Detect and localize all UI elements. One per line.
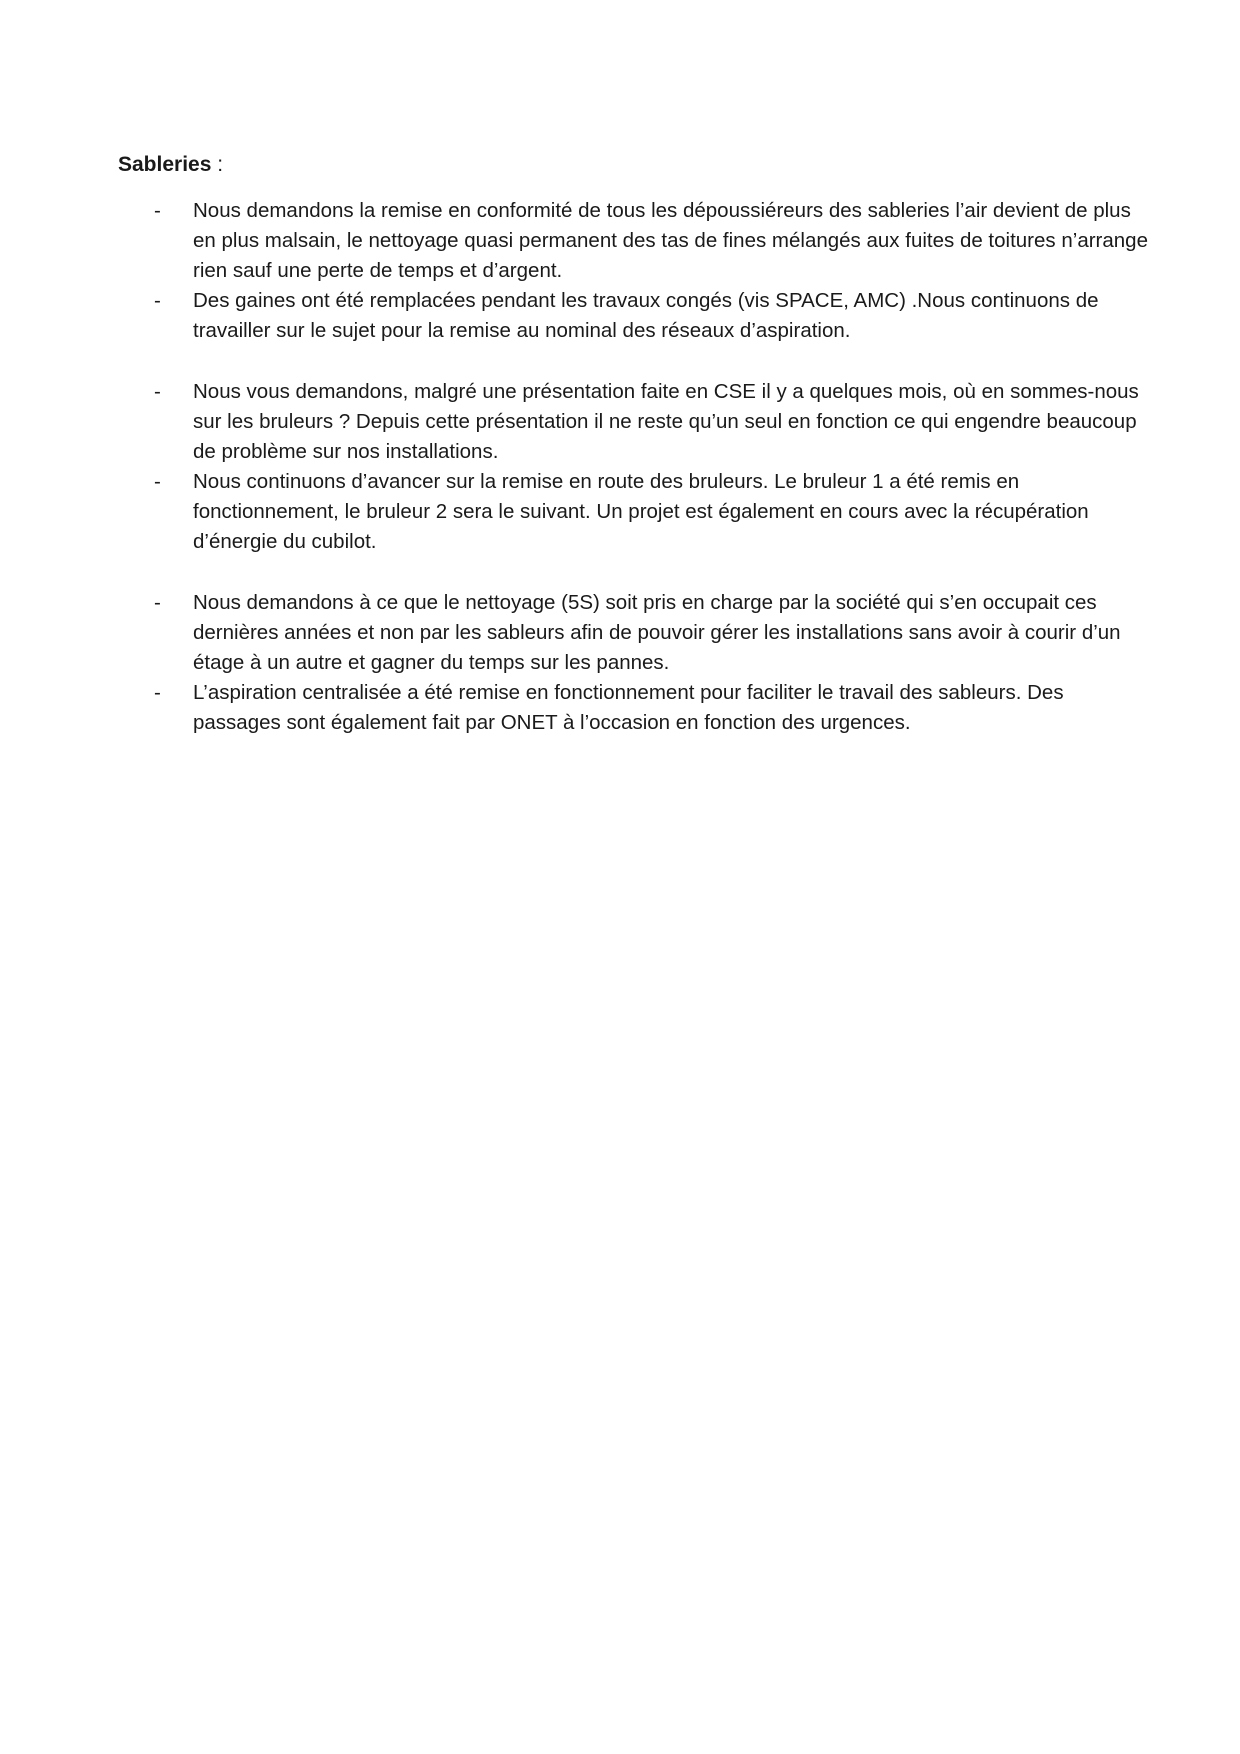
list-item-text: Des gaines ont été remplacées pendant les travaux congés (vis SPACE, AMC) .Nous continuons de travailler sur le sujet pour la remise au nominal des réseaux d’aspiration. [193, 289, 1099, 342]
dash-bullet: - [154, 289, 161, 312]
dash-bullet: - [154, 380, 161, 403]
list-item [0, 467, 1240, 557]
section-title: Sableries [118, 153, 212, 176]
list-item [0, 286, 1240, 346]
list-item [0, 377, 1240, 467]
list-item-text: L’aspiration centralisée a été remise en fonctionnement pour faciliter le travail des sableurs. Des passages sont également fait par ONET à l’occasion en fonction des urgences. [193, 681, 1064, 734]
list-item-text: Nous demandons la remise en conformité de tous les dépoussiéreurs des sableries l’air devient de plus en plus malsain, le nettoyage quasi permanent des tas de fines mélangés aux fuites de toitures n’arrange rien sauf une perte de temps et d’argent. [193, 199, 1148, 282]
bullet-group-nettoyage [0, 588, 1240, 738]
list-item [0, 588, 1240, 678]
dash-bullet: - [154, 681, 161, 704]
list-item [0, 196, 1240, 286]
section-title-suffix: : [211, 153, 224, 176]
list-item-text: Nous demandons à ce que le nettoyage (5S) soit pris en charge par la société qui s’en occupait ces dernières années et non par les sableurs afin de pouvoir gérer les installations sans avoir à courir d’un étage à un autre et gagner du temps sur les pannes. [193, 591, 1121, 674]
dash-bullet: - [154, 591, 161, 614]
list-item [0, 678, 1240, 738]
list-item-text: Nous continuons d’avancer sur la remise en route des bruleurs. Le bruleur 1 a été remis en fonctionnement, le bruleur 2 sera le suivant. Un projet est également en cours avec la récupération d’énergie du cubilot. [193, 470, 1089, 553]
section-heading [118, 150, 223, 180]
list-item-text: Nous vous demandons, malgré une présentation faite en CSE il y a quelques mois, où en sommes-nous sur les bruleurs ? Depuis cette présentation il ne reste qu’un seul en fonction ce qui engendre beaucoup de problème sur nos installations. [193, 380, 1139, 463]
bullet-group-depoussiereurs [0, 196, 1240, 346]
bullet-group-bruleurs [0, 377, 1240, 557]
dash-bullet: - [154, 199, 161, 222]
dash-bullet: - [154, 470, 161, 493]
